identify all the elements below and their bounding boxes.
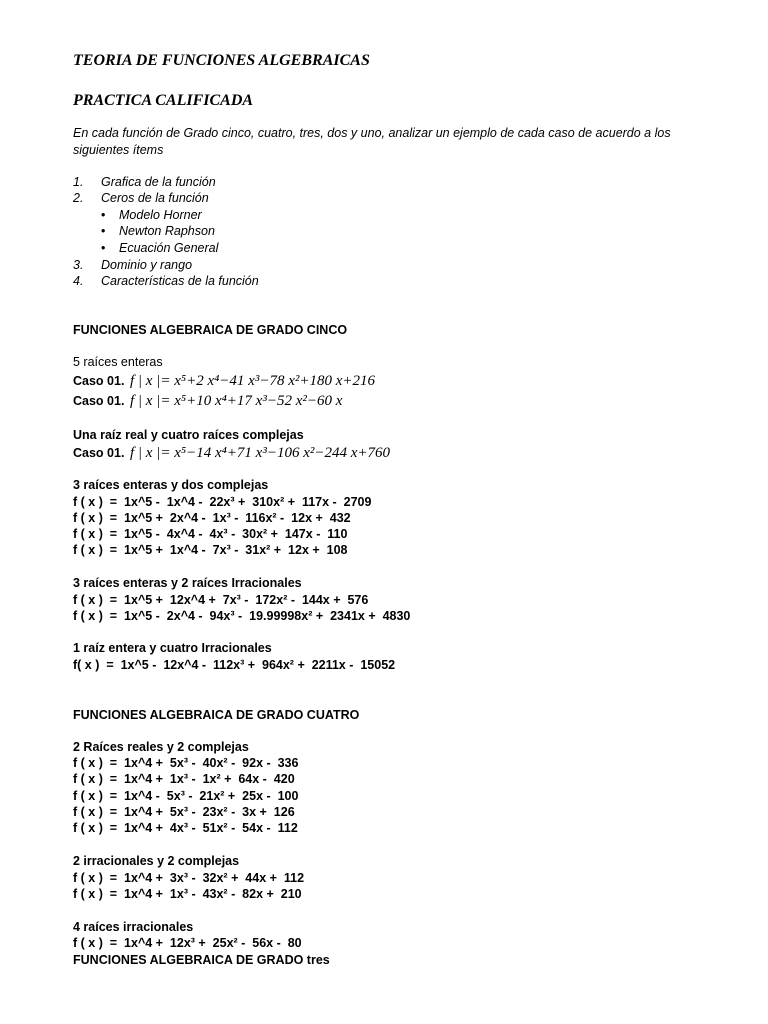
case-label: Caso 01. bbox=[73, 374, 125, 388]
bullet-icon: • bbox=[101, 208, 106, 222]
formula-line: f ( x ) = 1x^4 + 12x³ + 25x² - 56x - 80 bbox=[73, 936, 302, 950]
list-item bbox=[73, 175, 216, 189]
formula-line: f ( x ) = 1x^4 - 5x³ - 21x² + 25x - 100 bbox=[73, 789, 299, 803]
math-formula: f | x |= x⁵+10 x⁴+17 x³−52 x²−60 x bbox=[130, 393, 343, 409]
formula-line: f ( x ) = 1x^4 + 5x³ - 40x² - 92x - 336 bbox=[73, 756, 299, 770]
case-label: Caso 01. bbox=[73, 394, 125, 408]
subsection-label: Una raíz real y cuatro raíces complejas bbox=[73, 428, 304, 442]
formula-line: f ( x ) = 1x^5 - 2x^4 - 94x³ - 19.99998x² + 2341x + 4830 bbox=[73, 609, 411, 623]
math-formula: f | x |= x⁵−14 x⁴+71 x³−106 x²−244 x+760 bbox=[130, 445, 391, 461]
list-number: 3. bbox=[73, 258, 84, 272]
formula-line: f ( x ) = 1x^4 + 4x³ - 51x² - 54x - 112 bbox=[73, 821, 298, 835]
list-text: Grafica de la función bbox=[101, 175, 216, 189]
list-text: Ceros de la función bbox=[101, 191, 209, 205]
list-item bbox=[73, 258, 192, 272]
formula-line: f ( x ) = 1x^5 + 12x^4 + 7x³ - 172x² - 144x + 576 bbox=[73, 593, 369, 607]
formula-line: f ( x ) = 1x^5 - 1x^4 - 22x³ + 310x² + 117x - 2709 bbox=[73, 495, 372, 509]
sublist-text: Ecuación General bbox=[119, 241, 219, 255]
list-text: Dominio y rango bbox=[101, 258, 193, 272]
subsection-label: 3 raíces enteras y 2 raíces Irracionales bbox=[73, 576, 302, 590]
formula-line: f ( x ) = 1x^5 + 1x^4 - 7x³ - 31x² + 12x + 108 bbox=[73, 543, 348, 557]
list-item bbox=[73, 191, 209, 205]
formula-line: f ( x ) = 1x^5 + 2x^4 - 1x³ - 116x² - 12x + 432 bbox=[73, 511, 351, 525]
case-row bbox=[73, 392, 342, 410]
list-number: 1. bbox=[73, 175, 84, 189]
sublist-text: Newton Raphson bbox=[119, 224, 215, 238]
list-number: 4. bbox=[73, 274, 84, 288]
formula-line: f ( x ) = 1x^4 + 5x³ - 23x² - 3x + 126 bbox=[73, 805, 295, 819]
section-heading: FUNCIONES ALGEBRAICA DE GRADO CINCO bbox=[73, 323, 348, 337]
list-number: 2. bbox=[73, 191, 84, 205]
subsection-label: 5 raíces enteras bbox=[73, 355, 163, 369]
sublist-item bbox=[101, 241, 218, 255]
formula-line: f ( x ) = 1x^4 + 1x³ - 1x² + 64x - 420 bbox=[73, 772, 295, 786]
list-text: Características de la función bbox=[101, 274, 259, 288]
formula-line: f( x ) = 1x^5 - 12x^4 - 112x³ + 964x² + 2211x - 15052 bbox=[73, 658, 396, 672]
subsection-label: 4 raíces irracionales bbox=[73, 920, 194, 934]
subsection-label: 2 irracionales y 2 complejas bbox=[73, 854, 240, 868]
bullet-icon: • bbox=[101, 241, 106, 255]
formula-line: f ( x ) = 1x^4 + 3x³ - 32x² + 44x + 112 bbox=[73, 871, 305, 885]
formula-line: f ( x ) = 1x^5 - 4x^4 - 4x³ - 30x² + 147x - 110 bbox=[73, 527, 348, 541]
case-row bbox=[73, 444, 390, 462]
case-label: Caso 01. bbox=[73, 446, 125, 460]
document-subtitle: PRACTICA CALIFICADA bbox=[73, 92, 254, 109]
subsection-label: 1 raíz entera y cuatro Irracionales bbox=[73, 641, 272, 655]
sublist-item bbox=[101, 224, 215, 238]
intro-paragraph: En cada función de Grado cinco, cuatro, tres, dos y uno, analizar un ejemplo de cada caso de acuerdo a los siguientes ítems bbox=[73, 126, 671, 157]
sublist-item bbox=[101, 208, 202, 222]
document-title: TEORIA DE FUNCIONES ALGEBRAICAS bbox=[73, 52, 370, 69]
formula-line: f ( x ) = 1x^4 + 1x³ - 43x² - 82x + 210 bbox=[73, 887, 302, 901]
case-row bbox=[73, 372, 375, 390]
list-item bbox=[73, 274, 259, 288]
section-heading: FUNCIONES ALGEBRAICA DE GRADO tres bbox=[73, 953, 330, 967]
bullet-icon: • bbox=[101, 224, 106, 238]
section-heading: FUNCIONES ALGEBRAICA DE GRADO CUATRO bbox=[73, 708, 360, 722]
sublist-text: Modelo Horner bbox=[119, 208, 202, 222]
subsection-label: 2 Raíces reales y 2 complejas bbox=[73, 740, 249, 754]
subsection-label: 3 raíces enteras y dos complejas bbox=[73, 478, 269, 492]
math-formula: f | x |= x⁵+2 x⁴−41 x³−78 x²+180 x+216 bbox=[130, 373, 376, 389]
